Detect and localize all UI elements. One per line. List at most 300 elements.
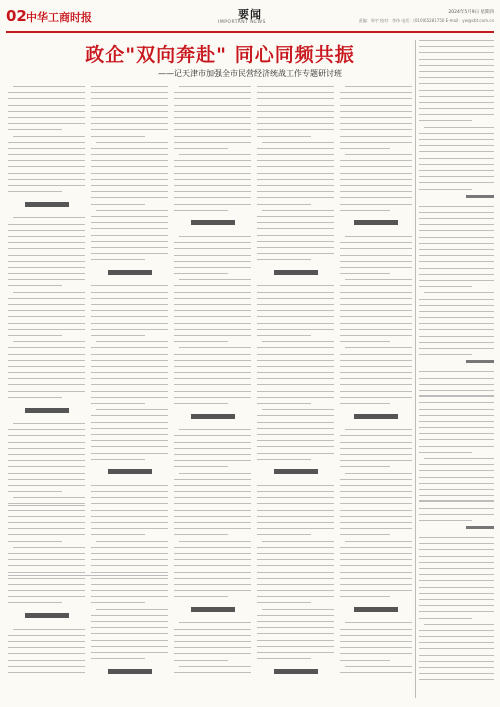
text-line bbox=[257, 354, 334, 355]
text-line bbox=[257, 491, 334, 492]
text-line bbox=[340, 672, 412, 673]
text-line bbox=[419, 151, 494, 152]
text-line bbox=[257, 633, 334, 634]
text-line bbox=[419, 90, 494, 91]
text-line bbox=[340, 267, 412, 268]
text-line bbox=[91, 434, 168, 435]
text-line bbox=[257, 584, 334, 585]
text-line bbox=[91, 485, 168, 486]
text-line bbox=[8, 510, 85, 511]
text-line bbox=[340, 323, 412, 324]
text-line bbox=[340, 298, 412, 299]
text-line bbox=[91, 329, 168, 330]
text-line bbox=[174, 248, 251, 249]
text-line bbox=[257, 335, 311, 336]
text-line bbox=[174, 366, 251, 367]
text-line bbox=[91, 633, 168, 634]
text-line bbox=[174, 210, 228, 211]
text-line bbox=[340, 123, 412, 124]
text-line bbox=[340, 142, 412, 143]
text-line bbox=[91, 646, 168, 647]
text-line bbox=[91, 446, 168, 447]
text-line bbox=[345, 154, 412, 155]
text-line bbox=[340, 559, 412, 560]
text-line bbox=[257, 565, 334, 566]
text-line bbox=[174, 522, 251, 523]
text-line bbox=[419, 342, 494, 343]
text-line bbox=[419, 415, 494, 416]
text-line bbox=[257, 347, 334, 348]
text-line bbox=[8, 316, 85, 317]
text-line bbox=[419, 280, 494, 281]
text-line bbox=[262, 541, 334, 542]
text-line bbox=[419, 384, 494, 385]
text-line bbox=[174, 435, 251, 436]
column-divider bbox=[415, 40, 416, 698]
text-line bbox=[257, 310, 334, 311]
text-line bbox=[91, 92, 168, 93]
text-line bbox=[13, 497, 85, 498]
sidebar-divider bbox=[419, 395, 494, 396]
text-line bbox=[174, 267, 251, 268]
text-line bbox=[174, 261, 251, 262]
text-line bbox=[340, 292, 412, 293]
text-line bbox=[91, 553, 168, 554]
text-line bbox=[8, 442, 85, 443]
subsection-heading bbox=[91, 664, 168, 678]
text-line bbox=[340, 641, 412, 642]
text-line bbox=[340, 647, 412, 648]
text-line bbox=[340, 310, 412, 311]
text-line bbox=[257, 173, 334, 174]
text-line bbox=[91, 602, 145, 603]
text-line bbox=[419, 421, 494, 422]
text-line bbox=[257, 241, 334, 242]
text-line bbox=[419, 599, 494, 600]
text-line bbox=[257, 590, 334, 591]
text-line bbox=[340, 173, 412, 174]
text-line bbox=[257, 446, 334, 447]
text-line bbox=[257, 154, 334, 155]
text-line bbox=[8, 255, 85, 256]
text-line bbox=[257, 366, 334, 367]
masthead bbox=[6, 5, 494, 33]
text-line bbox=[91, 335, 145, 336]
text-line bbox=[257, 247, 334, 248]
text-line bbox=[340, 403, 390, 404]
text-line bbox=[340, 572, 412, 573]
text-line bbox=[419, 396, 494, 397]
text-line bbox=[419, 489, 494, 490]
text-line bbox=[91, 154, 168, 155]
text-line bbox=[419, 433, 494, 434]
headline: 政企"双向奔赴" 同心同频共振 bbox=[85, 44, 355, 66]
text-line bbox=[91, 522, 168, 523]
text-line bbox=[91, 640, 168, 641]
text-line bbox=[174, 528, 251, 529]
text-line bbox=[91, 572, 168, 573]
text-line bbox=[91, 179, 168, 180]
text-line bbox=[13, 341, 85, 342]
text-line bbox=[91, 366, 168, 367]
text-line bbox=[257, 453, 334, 454]
text-line bbox=[174, 173, 251, 174]
page-number: 02 bbox=[6, 7, 27, 25]
text-line bbox=[8, 360, 85, 361]
text-line bbox=[340, 372, 412, 373]
text-line bbox=[8, 429, 85, 430]
text-line bbox=[174, 341, 228, 342]
text-line bbox=[257, 259, 311, 260]
text-line bbox=[174, 672, 251, 673]
text-line bbox=[174, 590, 251, 591]
text-line bbox=[257, 148, 334, 149]
text-line bbox=[419, 114, 494, 115]
text-line bbox=[91, 160, 168, 161]
text-line bbox=[257, 111, 334, 112]
text-line bbox=[340, 578, 412, 579]
subsection-heading bbox=[257, 664, 334, 678]
text-line bbox=[8, 242, 85, 243]
text-line bbox=[174, 123, 251, 124]
article-column-5 bbox=[340, 86, 412, 698]
text-line bbox=[91, 528, 168, 529]
text-line bbox=[340, 197, 412, 198]
text-line bbox=[345, 236, 412, 237]
text-line bbox=[91, 578, 168, 579]
text-line bbox=[91, 615, 168, 616]
text-line bbox=[419, 249, 494, 250]
text-line bbox=[340, 442, 412, 443]
text-line bbox=[419, 323, 494, 324]
text-line bbox=[174, 323, 251, 324]
text-line bbox=[345, 666, 412, 667]
text-line bbox=[174, 584, 251, 585]
text-line bbox=[257, 658, 311, 659]
text-line bbox=[91, 547, 168, 548]
text-line bbox=[340, 479, 412, 480]
text-line bbox=[419, 611, 494, 612]
text-line bbox=[91, 136, 145, 137]
text-line bbox=[262, 210, 334, 211]
text-line bbox=[91, 354, 168, 355]
text-line bbox=[8, 660, 85, 661]
text-line bbox=[419, 673, 494, 674]
text-line bbox=[345, 429, 412, 430]
text-line bbox=[174, 553, 251, 554]
text-line bbox=[419, 556, 494, 557]
text-line bbox=[8, 559, 85, 560]
text-line bbox=[262, 609, 334, 610]
text-line bbox=[419, 378, 494, 379]
text-line bbox=[419, 568, 494, 569]
text-line bbox=[91, 292, 168, 293]
text-line bbox=[179, 279, 251, 280]
text-line bbox=[91, 596, 168, 597]
text-line bbox=[8, 179, 85, 180]
text-line bbox=[8, 578, 85, 579]
text-line bbox=[8, 173, 85, 174]
text-line bbox=[419, 311, 494, 312]
text-line bbox=[419, 237, 494, 238]
text-line bbox=[419, 59, 494, 60]
text-line bbox=[257, 117, 334, 118]
text-line bbox=[419, 145, 494, 146]
text-line bbox=[174, 242, 251, 243]
text-line bbox=[257, 285, 334, 286]
text-line bbox=[257, 105, 334, 106]
text-line bbox=[8, 248, 85, 249]
text-line bbox=[8, 261, 85, 262]
text-line bbox=[179, 86, 251, 87]
text-line bbox=[91, 347, 168, 348]
text-line bbox=[257, 391, 334, 392]
text-line bbox=[340, 191, 412, 192]
text-line bbox=[8, 635, 85, 636]
text-line bbox=[8, 105, 85, 106]
text-line bbox=[419, 274, 494, 275]
text-line bbox=[257, 547, 334, 548]
text-line bbox=[419, 508, 494, 509]
text-line bbox=[419, 618, 472, 619]
text-line bbox=[91, 235, 168, 236]
text-line bbox=[8, 516, 85, 517]
text-line bbox=[8, 485, 85, 486]
text-line bbox=[257, 503, 334, 504]
text-line bbox=[91, 259, 145, 260]
text-line bbox=[174, 629, 251, 630]
text-line bbox=[174, 466, 228, 467]
text-line bbox=[91, 298, 168, 299]
meta-line: 责编：周宇 校对：李伟 电话：(010)65281750 E-mail：yw@cbt.com.cn bbox=[358, 18, 494, 23]
text-line bbox=[340, 335, 412, 336]
text-line bbox=[419, 52, 494, 53]
text-line bbox=[91, 253, 168, 254]
text-line bbox=[91, 316, 168, 317]
text-line bbox=[419, 261, 494, 262]
text-line bbox=[174, 92, 251, 93]
article-column-1 bbox=[8, 86, 85, 698]
text-line bbox=[91, 510, 168, 511]
text-line bbox=[257, 516, 334, 517]
text-line bbox=[96, 609, 168, 610]
text-line bbox=[262, 341, 334, 342]
text-line bbox=[257, 640, 334, 641]
text-line bbox=[8, 672, 85, 673]
text-line bbox=[340, 105, 412, 106]
text-line bbox=[419, 543, 494, 544]
text-line bbox=[8, 590, 85, 591]
text-line bbox=[419, 348, 494, 349]
text-line bbox=[8, 166, 85, 167]
text-line bbox=[13, 217, 85, 218]
text-line bbox=[91, 403, 145, 404]
text-line bbox=[419, 667, 494, 668]
text-line bbox=[257, 485, 334, 486]
text-line bbox=[419, 470, 494, 471]
text-line bbox=[419, 133, 494, 134]
text-line bbox=[257, 627, 334, 628]
text-line bbox=[340, 304, 412, 305]
text-line bbox=[8, 329, 85, 330]
text-line bbox=[419, 593, 494, 594]
text-line bbox=[179, 622, 251, 623]
text-line bbox=[91, 310, 168, 311]
text-line bbox=[262, 142, 334, 143]
text-line bbox=[419, 71, 494, 72]
text-line bbox=[419, 549, 494, 550]
text-line bbox=[8, 378, 85, 379]
text-line bbox=[340, 522, 412, 523]
text-line bbox=[340, 341, 390, 342]
text-line bbox=[257, 415, 334, 416]
text-line bbox=[257, 228, 334, 229]
text-line bbox=[91, 491, 168, 492]
text-line bbox=[419, 189, 472, 190]
text-line bbox=[174, 111, 251, 112]
text-line bbox=[91, 123, 168, 124]
text-line bbox=[419, 501, 494, 502]
text-line bbox=[419, 83, 494, 84]
text-line bbox=[257, 652, 334, 653]
text-line bbox=[257, 185, 334, 186]
text-line bbox=[174, 197, 251, 198]
text-line bbox=[419, 537, 494, 538]
text-line bbox=[419, 120, 472, 121]
text-line bbox=[174, 497, 251, 498]
text-line bbox=[179, 236, 251, 237]
text-line bbox=[13, 86, 85, 87]
text-line bbox=[345, 473, 412, 474]
text-line bbox=[174, 166, 251, 167]
text-line bbox=[8, 372, 85, 373]
text-line bbox=[257, 621, 334, 622]
text-line bbox=[8, 129, 62, 130]
text-line bbox=[340, 629, 412, 630]
section-divider bbox=[8, 575, 168, 576]
subsection-heading bbox=[8, 197, 85, 211]
text-line bbox=[419, 212, 494, 213]
text-line bbox=[257, 129, 334, 130]
text-line bbox=[174, 565, 251, 566]
text-line bbox=[8, 92, 85, 93]
text-line bbox=[257, 304, 334, 305]
text-line bbox=[340, 553, 412, 554]
text-line bbox=[419, 317, 494, 318]
text-line bbox=[91, 197, 168, 198]
text-line bbox=[91, 117, 168, 118]
text-line bbox=[91, 247, 168, 248]
text-line bbox=[174, 391, 251, 392]
text-line bbox=[419, 439, 494, 440]
text-line bbox=[174, 255, 251, 256]
text-line bbox=[8, 111, 85, 112]
text-line bbox=[257, 123, 334, 124]
text-line bbox=[340, 255, 412, 256]
text-line bbox=[174, 329, 251, 330]
text-line bbox=[340, 261, 412, 262]
text-line bbox=[419, 390, 494, 391]
text-line bbox=[174, 160, 251, 161]
text-line bbox=[91, 459, 145, 460]
text-line bbox=[174, 310, 251, 311]
text-line bbox=[419, 464, 494, 465]
subsection-heading bbox=[91, 465, 168, 479]
text-line bbox=[174, 136, 251, 137]
text-line bbox=[8, 572, 85, 573]
text-line bbox=[174, 510, 251, 511]
text-line bbox=[174, 148, 228, 149]
text-line bbox=[419, 96, 494, 97]
text-line bbox=[8, 191, 62, 192]
text-line bbox=[419, 587, 494, 588]
text-line bbox=[91, 428, 168, 429]
text-line bbox=[8, 123, 85, 124]
text-line bbox=[340, 378, 412, 379]
text-line bbox=[174, 547, 251, 548]
text-line bbox=[8, 310, 85, 311]
text-line bbox=[174, 572, 251, 573]
text-line bbox=[419, 648, 494, 649]
text-line bbox=[91, 111, 168, 112]
text-line bbox=[174, 105, 251, 106]
text-line bbox=[340, 435, 412, 436]
text-line bbox=[174, 534, 228, 535]
text-line bbox=[419, 299, 494, 300]
text-line bbox=[91, 166, 168, 167]
text-line bbox=[174, 360, 251, 361]
text-line bbox=[340, 366, 412, 367]
text-line bbox=[8, 185, 85, 186]
text-line bbox=[8, 522, 85, 523]
text-line bbox=[340, 590, 412, 591]
text-line bbox=[8, 279, 85, 280]
text-line bbox=[91, 397, 168, 398]
text-line bbox=[8, 154, 85, 155]
text-line bbox=[174, 191, 251, 192]
text-line bbox=[8, 454, 85, 455]
text-line bbox=[91, 222, 168, 223]
text-line bbox=[91, 372, 168, 373]
text-line bbox=[340, 497, 412, 498]
text-line bbox=[345, 347, 412, 348]
text-line bbox=[257, 179, 334, 180]
text-line bbox=[179, 541, 251, 542]
text-line bbox=[8, 98, 85, 99]
text-line bbox=[340, 316, 412, 317]
subsection-heading bbox=[8, 403, 85, 417]
text-line bbox=[257, 292, 334, 293]
text-line bbox=[340, 596, 390, 597]
text-line bbox=[8, 596, 85, 597]
text-line bbox=[8, 641, 85, 642]
subsection-heading bbox=[257, 465, 334, 479]
text-line bbox=[419, 483, 494, 484]
text-line bbox=[257, 316, 334, 317]
text-line bbox=[91, 652, 168, 653]
text-line bbox=[174, 596, 228, 597]
text-line bbox=[257, 329, 334, 330]
text-line bbox=[419, 182, 494, 183]
text-line bbox=[8, 384, 85, 385]
text-line bbox=[174, 273, 228, 274]
text-line bbox=[419, 477, 494, 478]
section-name: 要闻 bbox=[238, 8, 262, 21]
text-line bbox=[174, 442, 251, 443]
text-line bbox=[91, 422, 168, 423]
text-line bbox=[91, 658, 145, 659]
text-line bbox=[91, 86, 168, 87]
